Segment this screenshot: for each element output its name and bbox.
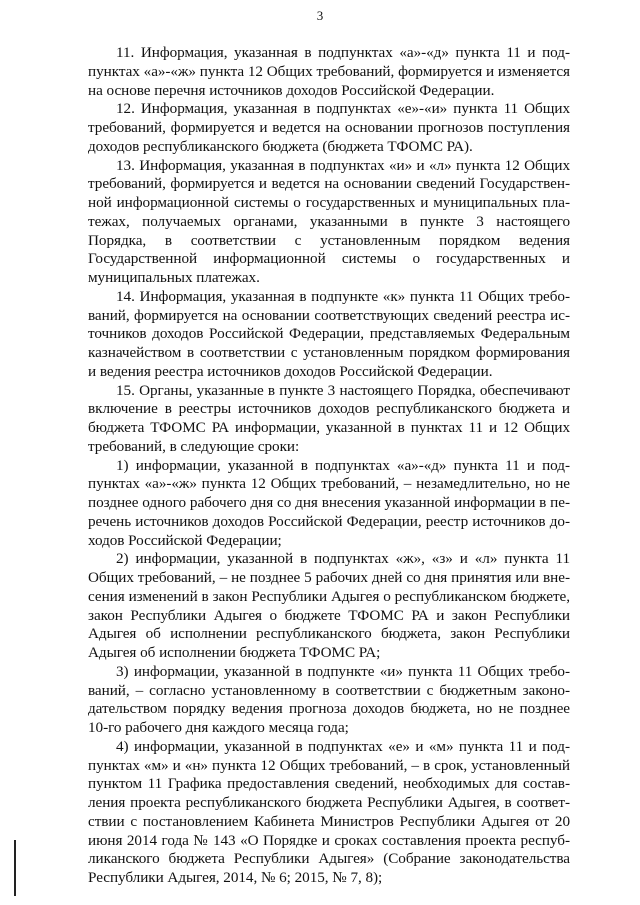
paragraph-13: 13. Информация, указанная в подпунктах «и» и «л» пункта 12 Общих требований, формируется и ведется на основании сведений Государственной информационной системы о государственных и муниципальных платежах, получаемых органами, указанными в пункте 3 настоящего Порядка, в соответствии с установленным порядком ведения Государственной информационной системы о государственных и муниципальных платежах. bbox=[88, 156, 570, 286]
page-number: 3 bbox=[316, 8, 324, 23]
paragraph-14: 14. Информация, указанная в подпункте «к» пункта 11 Общих требований, формируется на основании соответствующих сведений реестра источников доходов Российской Федерации, представляемых Федеральным казначейством в соответствии с установленным порядком формирования и ведения реестра источников доходов Российской Федерации. bbox=[88, 287, 570, 380]
paragraph-12: 12. Информация, указанная в подпунктах «е»-«и» пункта 11 Общих требований, формируется и ведется на основании прогнозов поступления доходов республиканского бюджета (бюджета ТФОМС РА). bbox=[88, 100, 570, 155]
paragraph-15: 15. Органы, указанные в пункте 3 настоящего Порядка, обеспечивают включение в реестры источников доходов республиканского бюджета и бюджета ТФОМС РА информации, указанной в пунктах 11 и 12 Общих требований, в следующие сроки: bbox=[88, 381, 570, 455]
list-item-2: 2) информации, указанной в подпунктах «ж», «з» и «л» пункта 11 Общих требований, – не позднее 5 рабочих дней со дня принятия или внесения изменений в закон Республики Адыгея о республиканском бюджете, закон Республики Адыгея о бюджете ТФОМС РА и закон Республики Адыгея об исполнении республиканского бюджета, закон Республики Адыгея об исполнении бюджета ТФОМС РА; bbox=[88, 550, 570, 661]
scan-edge-mark bbox=[14, 840, 16, 896]
list-item-1: 1) информации, указанной в подпунктах «а»-«д» пункта 11 и подпунктах «а»-«ж» пункта 12 Общих требований, – незамедлительно, но не позднее одного рабочего дня со дня внесения указанной информации в перечень источников доходов Российской Федерации, реестр источников доходов Российской Федерации; bbox=[88, 456, 570, 549]
list-item-3: 3) информации, указанной в подпункте «и» пункта 11 Общих требований, – согласно установленному в соответствии с бюджетным законодательством порядку ведения прогноза доходов бюджета, но не позднее 10-го рабочего дня каждого месяца года; bbox=[88, 662, 570, 736]
document-body bbox=[88, 44, 570, 888]
paragraph-11: 11. Информация, указанная в подпунктах «а»-«д» пункта 11 и подпунктах «а»-«ж» пункта 12 Общих требований, формируется и изменяется на основе перечня источников доходов Российской Федерации. bbox=[88, 44, 570, 99]
list-item-4: 4) информации, указанной в подпунктах «е» и «м» пункта 11 и подпунктах «м» и «н» пункта 12 Общих требований, – в срок, установленный пунктом 11 Графика предоставления сведений, необходимых для составления проекта республиканского бюджета Республики Адыгея, в соответствии с постановлением Кабинета Министров Республики Адыгея от 20 июня 2014 года № 143 «О Порядке и сроках составления проекта республиканского бюджета Республики Адыгея» (Собрание законодательства Республики Адыгея, 2014, № 6; 2015, № 7, 8); bbox=[88, 737, 570, 886]
